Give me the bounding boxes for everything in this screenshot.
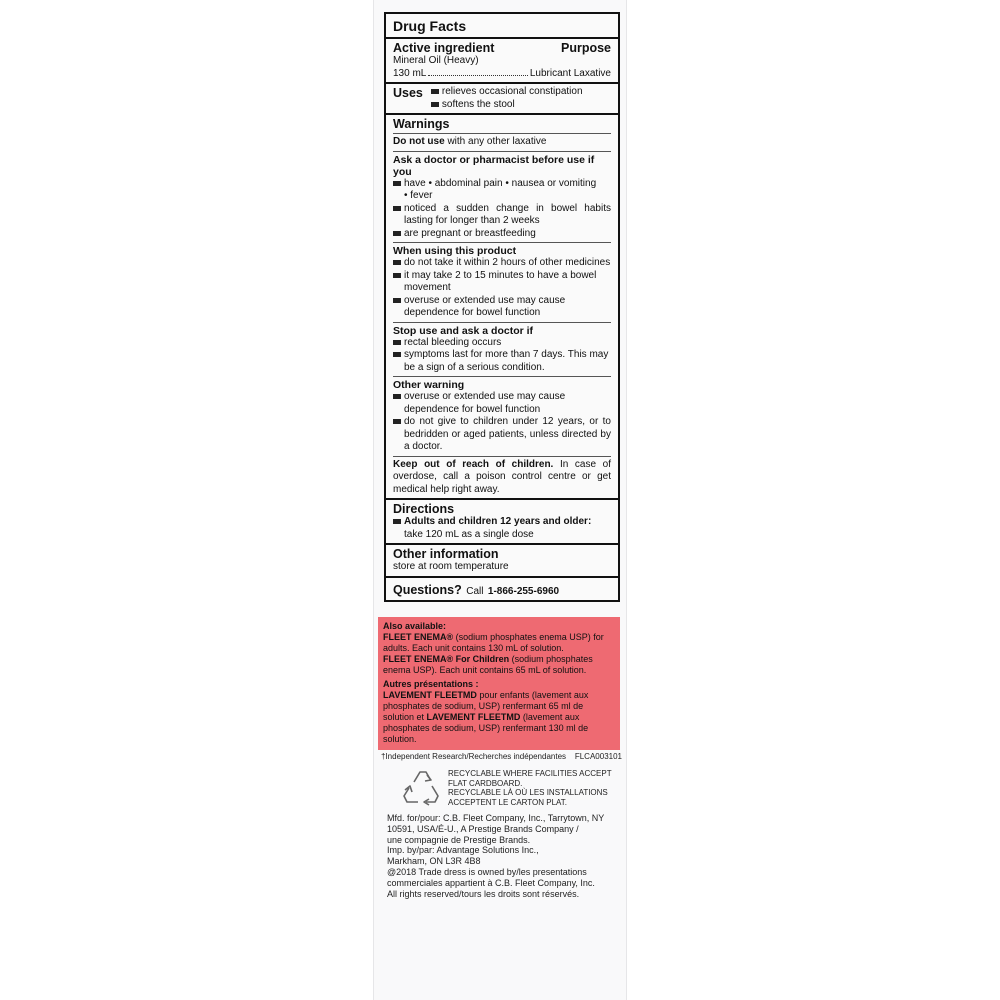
other-warning-heading: Other warning [393,379,465,391]
when-using-block [393,242,611,320]
directions-heading: Directions [393,502,455,516]
purpose-heading: Purpose [560,41,611,55]
bullet-icon [393,298,401,303]
ask-doctor-block [393,151,611,241]
other-information-heading: Other information [393,547,499,561]
when-using-heading: When using this product [393,245,517,257]
list-item: overuse or extended use may cause dependence for bowel function [393,391,611,416]
list-item: overuse or extended use may cause dependence for bowel function [393,295,611,320]
promo-enema-children: FLEET ENEMA® For Children (sodium phosphates enema USP). Each unit contains 65 mL of solution. [383,654,593,675]
other-information-section [386,545,618,578]
list-item: softens the stool [431,99,583,112]
research-footnote: †Independent Research/Recherches indépendantes [381,752,567,761]
drug-facts-box [384,12,620,602]
bullet-icon [393,340,401,345]
promo-enema: FLEET ENEMA® (sodium phosphates enema USP) for adults. Each unit contains 130 mL of solution. [383,632,604,653]
bullet-icon [393,273,401,278]
other-information-text: store at room temperature [393,561,509,572]
bullet-icon [393,419,401,424]
questions-heading: Questions? [393,582,462,597]
bullet-icon [393,519,401,524]
do-not-use: Do not use with any other laxative [393,133,611,149]
list-item: rectal bleeding occurs [393,337,611,350]
warnings-heading: Warnings [393,117,450,131]
recycle-icon [400,768,442,808]
questions-section [386,578,618,601]
bullet-icon [393,394,401,399]
bullet-icon [431,89,439,94]
ingredient-purpose: Lubricant Laxative [529,67,611,79]
bullet-icon [393,260,401,265]
manufacturer-info: Mfd. for/pour: C.B. Fleet Company, Inc., Tarrytown, NY 10591, USA/É-U., A Prestige Brands Company / une compagnie de Prestige Brands. Imp. by/par: Advantage Solutions Inc., Markham, ON L3R 4B8 @2018 Trade dress is owned by/les presentations commerciales appartient à C.B. Fleet Company, Inc. All rights reserved/tours les droits sont réservés. [387,813,605,899]
ingredient-name: Mineral Oil (Heavy) [393,55,479,66]
questions-phone: 1-866-255-6960 [487,585,560,597]
stop-use-block [393,322,611,375]
list-item: symptoms last for more than 7 days. This may be a sign of a serious condition. [393,349,611,374]
also-available-box [378,617,620,750]
bullet-icon [393,231,401,236]
also-available-heading: Also available: [383,621,447,631]
list-item: Adults and children 12 years and older: take 120 mL as a single dose [393,516,611,541]
uses-heading: Uses [393,86,423,100]
uses-section [386,84,618,115]
list-item: have • abdominal pain • nausea or vomiting • fever [393,178,611,203]
directions-section [386,500,618,545]
drug-facts-title: Drug Facts [393,18,467,34]
stop-use-heading: Stop use and ask a doctor if [393,324,534,337]
active-ingredient-heading: Active ingredient [393,41,495,55]
ask-doctor-heading: Ask a doctor or pharmacist before use if you [393,153,595,178]
keep-out-of-reach: Keep out of reach of children. In case of overdose, call a poison control centre or get medical help right away. [393,456,611,497]
bullet-icon [431,102,439,107]
bullet-icon [393,352,401,357]
list-item: noticed a sudden change in bowel habits lasting for longer than 2 weeks [393,203,611,228]
autres-heading: Autres présentations : [383,679,479,689]
recycle-text: RECYCLABLE WHERE FACILITIES ACCEPT FLAT CARDBOARD. RECYCLABLE LÀ OÙ LES INSTALLATIONS ACCEPTENT LE CARTON PLAT. [448,769,612,807]
promo-lavement: LAVEMENT FLEETMD pour enfants (lavement aux phosphates de sodium, USP) renfermant 65 ml de solution et LAVEMENT FLEETMD (lavement aux phosphates de sodium, USP) renfermant 130 ml de solution. [383,690,589,744]
list-item: it may take 2 to 15 minutes to have a bowel movement [393,270,611,295]
list-item: do not take it within 2 hours of other medicines [393,257,611,270]
leader-dots [428,68,527,77]
list-item: do not give to children under 12 years, or to bedridden or aged patients, unless directed by a doctor. [393,416,611,454]
drug-facts-title-row [386,14,618,39]
questions-call: Call [466,585,484,597]
list-item: are pregnant or breastfeeding [393,228,611,241]
product-code: FLCA003101 [574,752,622,761]
list-item: relieves occasional constipation [431,86,583,99]
footnote-row [381,752,622,762]
ingredient-amount-row [393,68,611,81]
ingredient-amount: 130 mL [393,67,427,79]
bullet-icon [393,181,401,186]
bullet-icon [393,206,401,211]
other-warning-block [393,376,611,454]
warnings-section [386,115,618,500]
active-ingredient-header [393,41,611,55]
active-ingredient-section [386,39,618,84]
